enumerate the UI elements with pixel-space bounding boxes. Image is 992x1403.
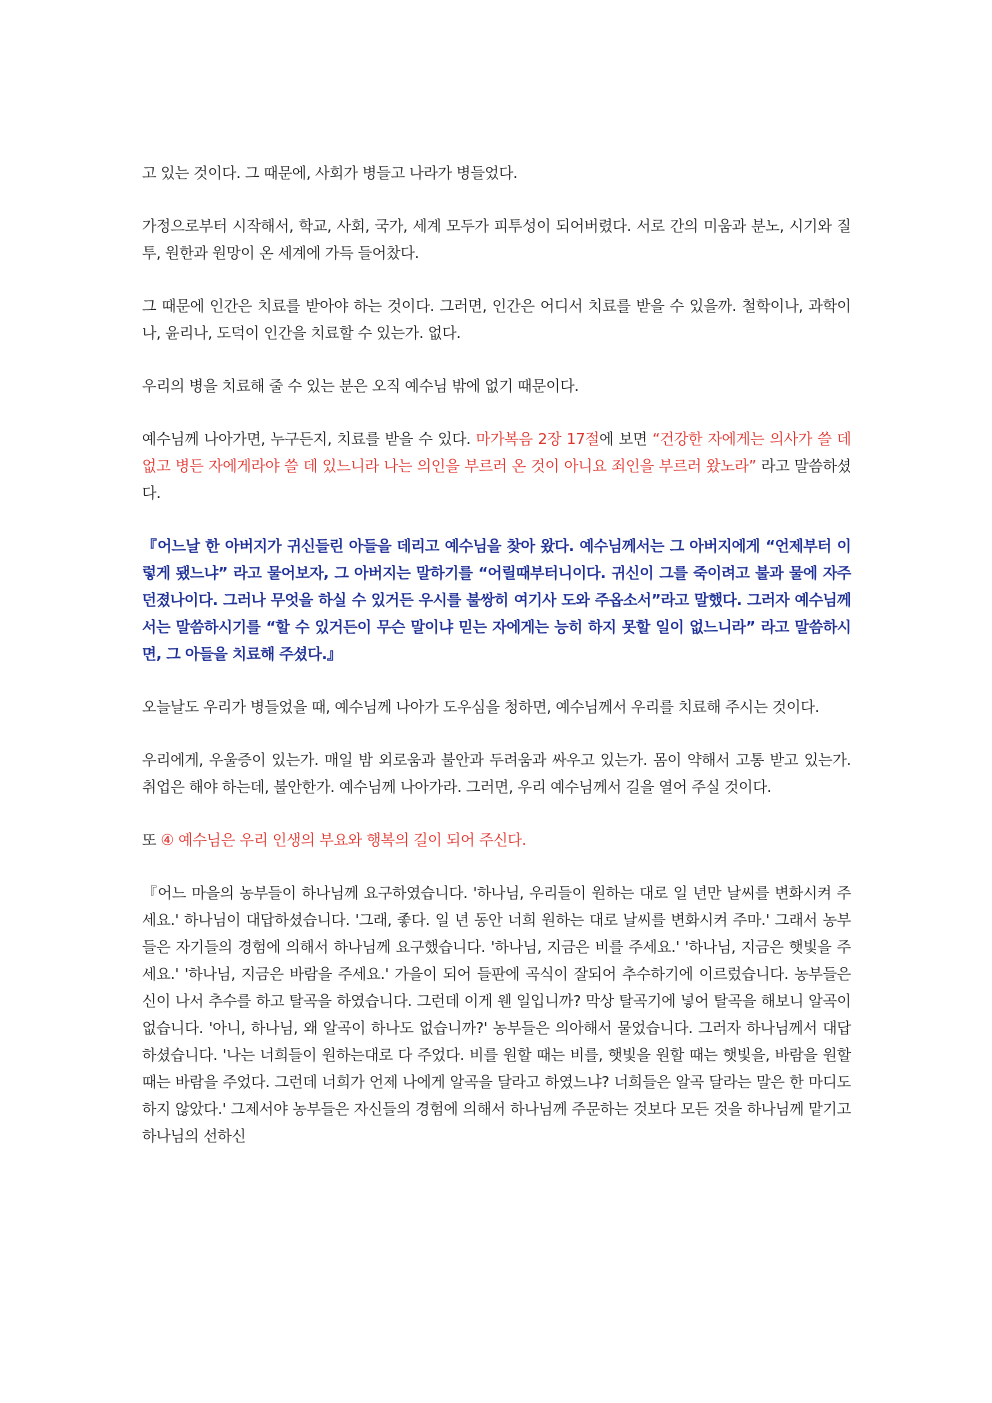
paragraph-9-prefix: 또 bbox=[142, 831, 161, 849]
document-page bbox=[142, 160, 851, 1176]
paragraph-8: 우리에게, 우울증이 있는가. 매일 밤 외로움과 불안과 두려움과 싸우고 있는가. 몸이 약해서 고통 받고 있는가. 취업은 해야 하는데, 불안한가. 예수님께 나아가라. 그러면, 우리 예수님께서 길을 열어 주실 것이다. bbox=[142, 751, 851, 796]
paragraph-5-connector: 에 보면 bbox=[599, 430, 653, 448]
paragraph-2: 가정으로부터 시작해서, 학교, 사회, 국가, 세계 모두가 피투성이 되어버렸다. 서로 간의 미움과 분노, 시기와 질투, 원한과 원망이 온 세계에 가득 들어찼다. bbox=[142, 217, 851, 262]
point-four-heading: ④ 예수님은 우리 인생의 부요와 행복의 길이 되어 주신다. bbox=[160, 831, 527, 849]
story-quote-healing: 『어느날 한 아버지가 귀신들린 아들을 데리고 예수님을 찾아 왔다. 예수님께서는 그 아버지에게 “언제부터 이렇게 됐느냐” 라고 물어보자, 그 아버지는 말하기를 “어릴때부터니이다. 귀신이 그를 죽이려고 불과 물에 자주 던졌나이다. 그러나 무엇을 하실 수 있거든 우시를 불쌍히 여기사 도와 주옵소서”라고 말했다. 그러자 예수님께서는 말씀하시기를 “할 수 있거든이 무슨 말이냐 믿는 자에게는 능히 하지 못할 일이 없느니라” 라고 말씀하시면, 그 아들을 치료해 주셨다.』 bbox=[142, 537, 851, 663]
paragraph-3: 그 때문에 인간은 치료를 받아야 하는 것이다. 그러면, 인간은 어디서 치료를 받을 수 있을까. 철학이나, 과학이나, 윤리나, 도덕이 인간을 치료할 수 있는가. 없다. bbox=[142, 297, 851, 342]
paragraph-5-outro: 라고 말씀하셨다. bbox=[142, 457, 852, 502]
scripture-quote: “건강한 자에게는 의사가 쓸 데 없고 병든 자에게라야 쓸 데 있느니라 나는 의인을 부르러 온 것이 아니요 죄인을 부르러 왔노라” bbox=[142, 430, 852, 475]
story-farmers: 『어느 마을의 농부들이 하나님께 요구하였습니다. '하나님, 우리들이 원하는 대로 일 년만 날씨를 변화시켜 주세요.' 하나님이 대답하셨습니다. '그래, 좋다. 일 년 동안 너희 원하는 대로 날씨를 변화시켜 주마.' 그래서 농부들은 자기들의 경험에 의해서 하나님께 요구했습니다. '하나님, 지금은 비를 주세요.' '하나님, 지금은 햇빛을 주세요.' '하나님, 지금은 바람을 주세요.' 가을이 되어 들판에 곡식이 잘되어 추수하기에 이르렀습니다. 농부들은 신이 나서 추수를 하고 탈곡을 하였습니다. 그런데 이게 웬 일입니까? 막상 탈곡기에 넣어 탈곡을 해보니 알곡이 없습니다. '아니, 하나님, 왜 알곡이 하나도 없습니까?' 농부들은 의아해서 물었습니다. 그러자 하나님께서 대답하셨습니다. '나는 너희들이 원하는대로 다 주었다. 비를 원할 때는 비를, 햇빛을 원할 때는 햇빛을, 바람을 원할 때는 바람을 주었다. 그런데 너희가 언제 나에게 알곡을 달라고 하였느냐? 너희들은 알곡 달라는 말은 한 마디도 하지 않았다.' 그제서야 농부들은 자신들의 경험에 의해서 하나님께 주문하는 것보다 모든 것을 하나님께 맡기고 하나님의 선하신 bbox=[142, 884, 851, 1145]
paragraph-7: 오늘날도 우리가 병들었을 때, 예수님께 나아가 도우심을 청하면, 예수님께서 우리를 치료해 주시는 것이다. bbox=[142, 698, 820, 716]
paragraph-1: 고 있는 것이다. 그 때문에, 사회가 병들고 나라가 병들었다. bbox=[142, 164, 518, 182]
paragraph-5 bbox=[142, 426, 851, 507]
paragraph-9 bbox=[142, 827, 851, 854]
scripture-reference: 마가복음 2장 17절 bbox=[475, 430, 600, 448]
paragraph-5-intro: 예수님께 나아가면, 누구든지, 치료를 받을 수 있다. bbox=[142, 430, 476, 448]
paragraph-4: 우리의 병을 치료해 줄 수 있는 분은 오직 예수님 밖에 없기 때문이다. bbox=[142, 377, 579, 395]
